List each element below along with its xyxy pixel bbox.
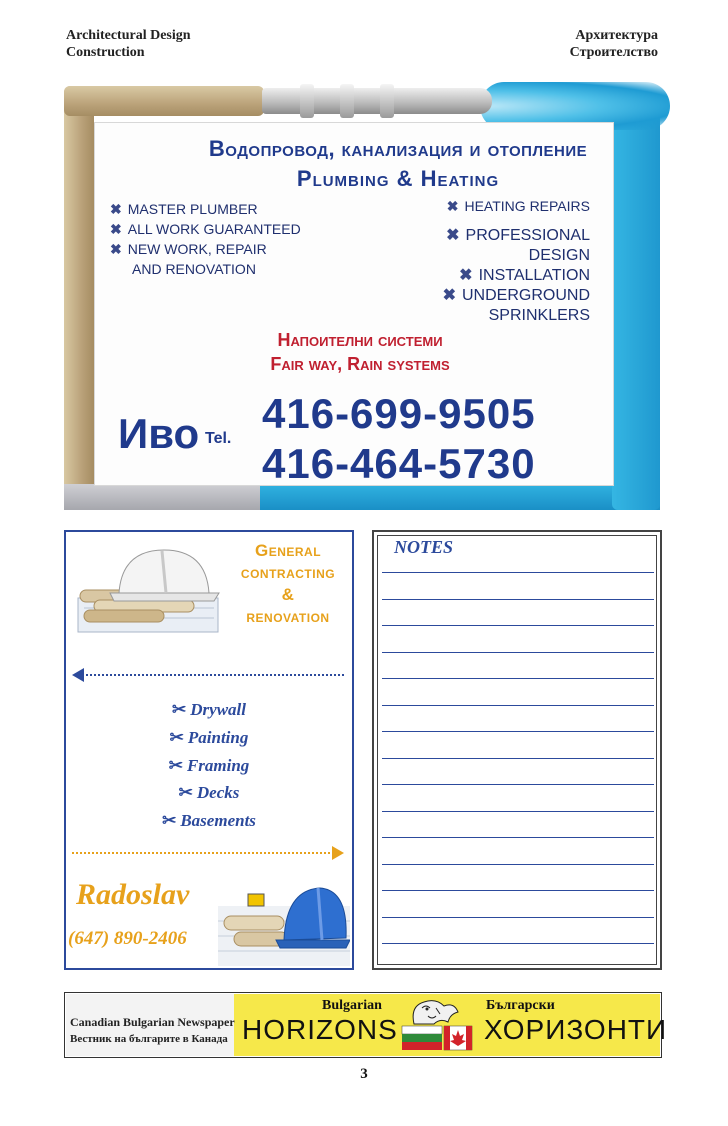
scissors-icon: ✂ bbox=[169, 728, 184, 747]
notes-line bbox=[382, 917, 654, 918]
notes-line bbox=[382, 784, 654, 785]
nozzle-ring-icon bbox=[380, 84, 394, 118]
banner-bulgarian: Bulgarian bbox=[322, 998, 382, 1013]
pipe-bottom bbox=[64, 484, 274, 510]
notes-line bbox=[382, 625, 654, 626]
notes-line bbox=[382, 731, 654, 732]
list-item: ✖ NEW WORK, REPAIR bbox=[110, 241, 267, 257]
service-item: ✂ Decks bbox=[178, 783, 240, 802]
tools-icon: ✖ bbox=[459, 267, 473, 284]
tools-icon: ✖ bbox=[110, 241, 122, 257]
notes-line bbox=[382, 837, 654, 838]
irrigation-subtitle-en: Fair way, Rain systems bbox=[270, 354, 450, 374]
tools-icon: ✖ bbox=[110, 201, 122, 217]
notes-line bbox=[382, 705, 654, 706]
list-item: SPRINKLERS bbox=[488, 307, 590, 324]
tools-icon: ✖ bbox=[110, 221, 122, 237]
dotted-divider bbox=[82, 674, 344, 676]
plumbing-right-list bbox=[400, 196, 590, 326]
notes-line bbox=[382, 678, 654, 679]
notes-line bbox=[382, 599, 654, 600]
notes-line bbox=[382, 811, 654, 812]
header-left bbox=[66, 27, 191, 61]
page-number: 3 bbox=[360, 1066, 368, 1082]
list-item: ✖ HEATING REPAIRS bbox=[446, 198, 590, 214]
notes-line bbox=[382, 652, 654, 653]
nozzle-ring-icon bbox=[300, 84, 314, 118]
banner-tagline-en: Canadian Bulgarian Newspaper bbox=[70, 1015, 235, 1029]
phone-number-1: 416-699-9505 bbox=[262, 390, 536, 437]
notes-title: NOTES bbox=[390, 537, 457, 558]
contact-name: Иво bbox=[118, 410, 200, 457]
lion-maple-crest-icon bbox=[400, 996, 474, 1054]
contractor-phone: (647) 890-2406 bbox=[68, 928, 187, 949]
notes-line bbox=[382, 943, 654, 944]
list-item: ✖ INSTALLATION bbox=[459, 267, 590, 284]
hard-hat-blueprints-icon bbox=[74, 538, 224, 638]
scissors-icon: ✂ bbox=[178, 783, 193, 802]
plumbing-title-en: Plumbing & Heating bbox=[296, 166, 500, 191]
irrigation-subtitle-bg: Напоителни системи bbox=[277, 330, 443, 350]
notes-line bbox=[382, 890, 654, 891]
pipe-vertical bbox=[64, 86, 94, 510]
tel-label: Tel. bbox=[205, 430, 232, 447]
list-item: ✖ ALL WORK GUARANTEED bbox=[110, 221, 301, 237]
service-item: ✂ Framing bbox=[168, 756, 250, 775]
notes-inner-frame bbox=[377, 535, 657, 965]
scissors-icon: ✂ bbox=[162, 811, 177, 830]
header-left-line2: Construction bbox=[66, 45, 145, 60]
tools-icon: ✖ bbox=[442, 287, 456, 304]
banner-balgarski: Български bbox=[486, 998, 555, 1013]
header-right-line1: Архитектура bbox=[575, 28, 658, 43]
header-left-line1: Architectural Design bbox=[66, 28, 191, 43]
scissors-icon: ✂ bbox=[168, 756, 183, 775]
list-item: ✖ UNDERGROUND bbox=[442, 287, 590, 304]
contracting-title-line: contracting bbox=[240, 563, 336, 582]
banner-tagline-bg: Вестник на българите в Канада bbox=[70, 1033, 228, 1045]
contracting-title-line: & bbox=[281, 585, 295, 604]
hose-nozzle-icon bbox=[262, 88, 492, 114]
notes-line bbox=[382, 864, 654, 865]
blue-hard-hat-icon bbox=[218, 876, 350, 966]
blue-pipe-bottom bbox=[260, 486, 660, 510]
banner-horizons: HORIZONS bbox=[242, 1014, 398, 1045]
dotted-divider bbox=[72, 852, 334, 854]
contractor-name: Radoslav bbox=[76, 878, 190, 911]
header-right-line2: Строителство bbox=[569, 45, 658, 60]
tools-icon: ✖ bbox=[446, 198, 459, 214]
notes-line bbox=[382, 758, 654, 759]
tools-icon: ✖ bbox=[446, 227, 460, 244]
nozzle-ring-icon bbox=[340, 84, 354, 118]
service-item: ✂ Basements bbox=[162, 811, 256, 830]
contracting-title-line: renovation bbox=[246, 607, 330, 626]
arrow-right-icon bbox=[332, 846, 344, 860]
plumbing-left-list bbox=[110, 199, 301, 279]
phone-number-2: 416-464-5730 bbox=[262, 440, 536, 487]
contracting-title bbox=[226, 540, 350, 628]
list-item: AND RENOVATION bbox=[132, 261, 256, 277]
pipe-horizontal bbox=[64, 86, 264, 116]
contracting-title-line: General bbox=[254, 541, 322, 560]
header-right bbox=[570, 27, 658, 61]
plumbing-title-bg: Водопровод, канализация и отопление bbox=[208, 136, 588, 161]
list-item: ✖ MASTER PLUMBER bbox=[110, 201, 258, 217]
list-item: DESIGN bbox=[528, 247, 590, 264]
scissors-icon: ✂ bbox=[172, 700, 187, 719]
list-item: ✖ PROFESSIONAL bbox=[446, 227, 590, 244]
banner-horizonti: ХОРИЗОНТИ bbox=[484, 1014, 668, 1045]
notes-line bbox=[382, 572, 654, 573]
service-item: ✂ Drywall bbox=[172, 700, 246, 719]
service-item: ✂ Painting bbox=[169, 728, 249, 747]
